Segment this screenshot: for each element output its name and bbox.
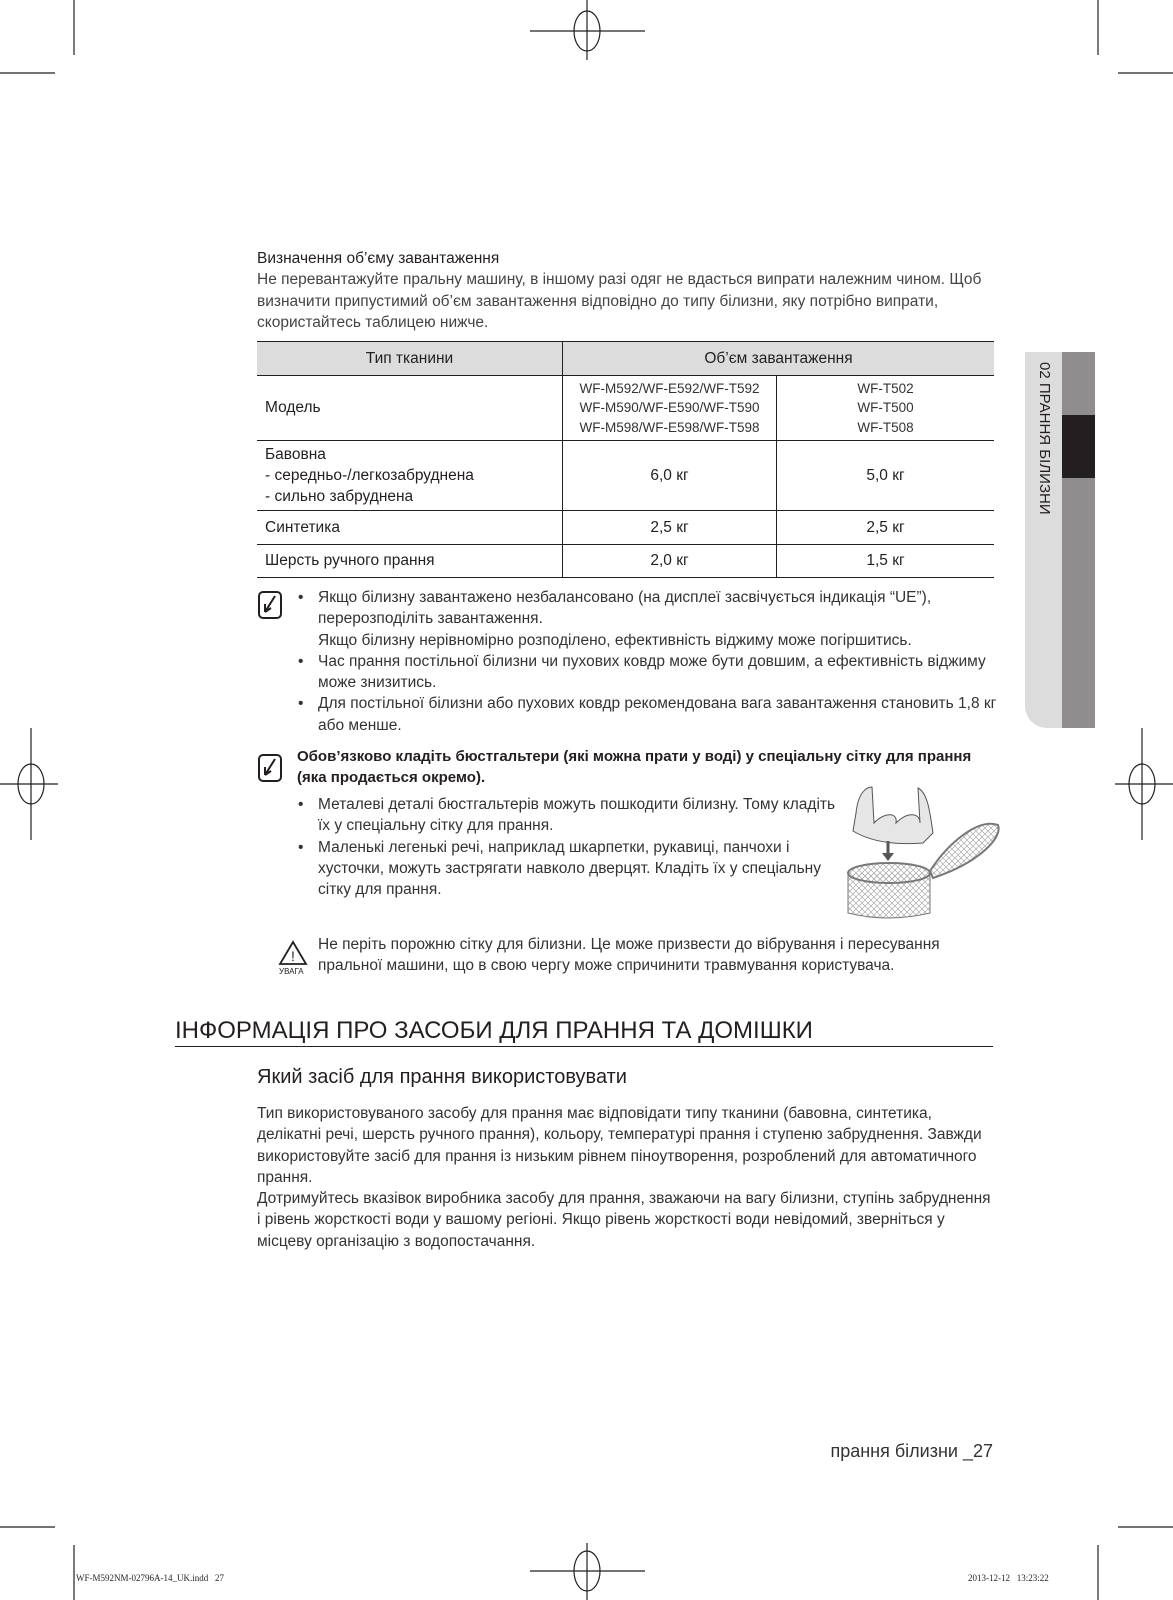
side-tab bbox=[1025, 352, 1095, 728]
registration-mark-top bbox=[530, 0, 645, 60]
note2-bold: Обов’язково кладіть бюстгальтери (які можна прати у воді) у спеціальну сітку для прання (яка продається окремо). bbox=[297, 748, 972, 787]
note-bullet: • Маленькі легенькі речі, наприклад шкарпетки, рукавиці, панчохи і хусточки, можуть застрягати навколо дверцят. Кладіть їх у спеціальну сітку для прання. bbox=[298, 837, 843, 901]
svg-text:!: ! bbox=[291, 948, 295, 964]
note-bullet: • Час прання постільної білизни чи пухових ковдр може бути довшим, а ефективність віджиму може знизитись. bbox=[298, 651, 998, 694]
models-a: WF-M592/WF-E592/WF-T592 WF-M590/WF-E590/WF-T590 WF-M598/WF-E598/WF-T598 bbox=[563, 376, 777, 441]
load-title: Визначення об’єму завантаження bbox=[257, 250, 500, 267]
header-load: Об’єм завантаження bbox=[563, 342, 995, 376]
note-bullet: • Для постільної білизни або пухових ковдр рекомендована вага завантаження становить 1,8 кг або менше. bbox=[298, 693, 998, 736]
section-paragraph: Тип використовуваного засобу для прання має відповідати типу тканини (бавовна, синтетика, делікатні речі, шерсть ручного прання), кольору, температурі прання і ступеню забруднення. Завжди використовуйте засіб для прання із низьким рівнем піноутворення, розроблений для автоматичного прання. bbox=[257, 1105, 982, 1186]
model-label: Модель bbox=[257, 376, 563, 441]
header-fabric: Тип тканини bbox=[257, 342, 563, 376]
warning-label: УВАГА bbox=[279, 967, 304, 976]
print-date: 2013-12-12 13:23:22 bbox=[968, 1573, 1049, 1583]
side-tab-label: 02 ПРАННЯ БІЛИЗНИ bbox=[1036, 362, 1053, 515]
load-table bbox=[257, 341, 994, 578]
table-row: Шерсть ручного прання 2,0 кг 1,5 кг bbox=[257, 545, 994, 578]
section-title: ІНФОРМАЦІЯ ПРО ЗАСОБИ ДЛЯ ПРАННЯ ТА ДОМІШКИ bbox=[175, 1016, 993, 1047]
note2 bbox=[298, 794, 843, 900]
note-icon bbox=[257, 590, 283, 620]
table-row: Синтетика 2,5 кг 2,5 кг bbox=[257, 511, 994, 545]
load-intro: Не перевантажуйте пральну машину, в іншому разі одяг не вдасться випрати належним чином. Щоб визначити припустимий об’єм завантаження відповідно до типу білизни, яку потрібно випрати, скористайтесь таблицею нижче. bbox=[257, 271, 982, 331]
page-footer: прання білизни _27 bbox=[830, 1441, 993, 1461]
file-slug: WF-M592NM-02796A-14_UK.indd 27 bbox=[76, 1573, 224, 1583]
registration-mark-right bbox=[1115, 728, 1173, 840]
table-row: Бавовна - середньо-/легкозабруднена - сильно забруднена 6,0 кг 5,0 кг bbox=[257, 441, 994, 511]
bra-in-laundry-net-illustration bbox=[838, 783, 1003, 923]
registration-mark-bottom bbox=[530, 1543, 645, 1600]
note1 bbox=[298, 587, 998, 736]
registration-mark-left bbox=[0, 728, 58, 840]
warning-icon bbox=[278, 940, 308, 966]
section-paragraph: Дотримуйтесь вказівок виробника засобу для прання, зважаючи на вагу білизни, ступінь забруднення і рівень жорсткості води у вашому регіоні. Якщо рівень жорсткості води невідомий, зверніться у місцеву організацію з водопостачання. bbox=[257, 1190, 991, 1250]
section-subtitle: Який засіб для прання використовувати bbox=[257, 1066, 627, 1088]
note-bullet: • Якщо білизну завантажено незбалансовано (на дисплеї засвічується індикація “UE”), перерозподіліть завантаження. Якщо білизну нерівномірно розподілено, ефективність віджиму може погіршитись. bbox=[298, 587, 998, 651]
note-icon bbox=[257, 753, 283, 783]
models-b: WF-T502 WF-T500 WF-T508 bbox=[777, 376, 995, 441]
warning-text: Не періть порожню сітку для білизни. Це може призвести до вібрування і пересування пральної машини, що в свою чергу може спричинити травмування користувача. bbox=[318, 936, 940, 975]
note-bullet: • Металеві деталі бюстгальтерів можуть пошкодити білизну. Тому кладіть їх у спеціальну сітку для прання. bbox=[298, 794, 843, 837]
